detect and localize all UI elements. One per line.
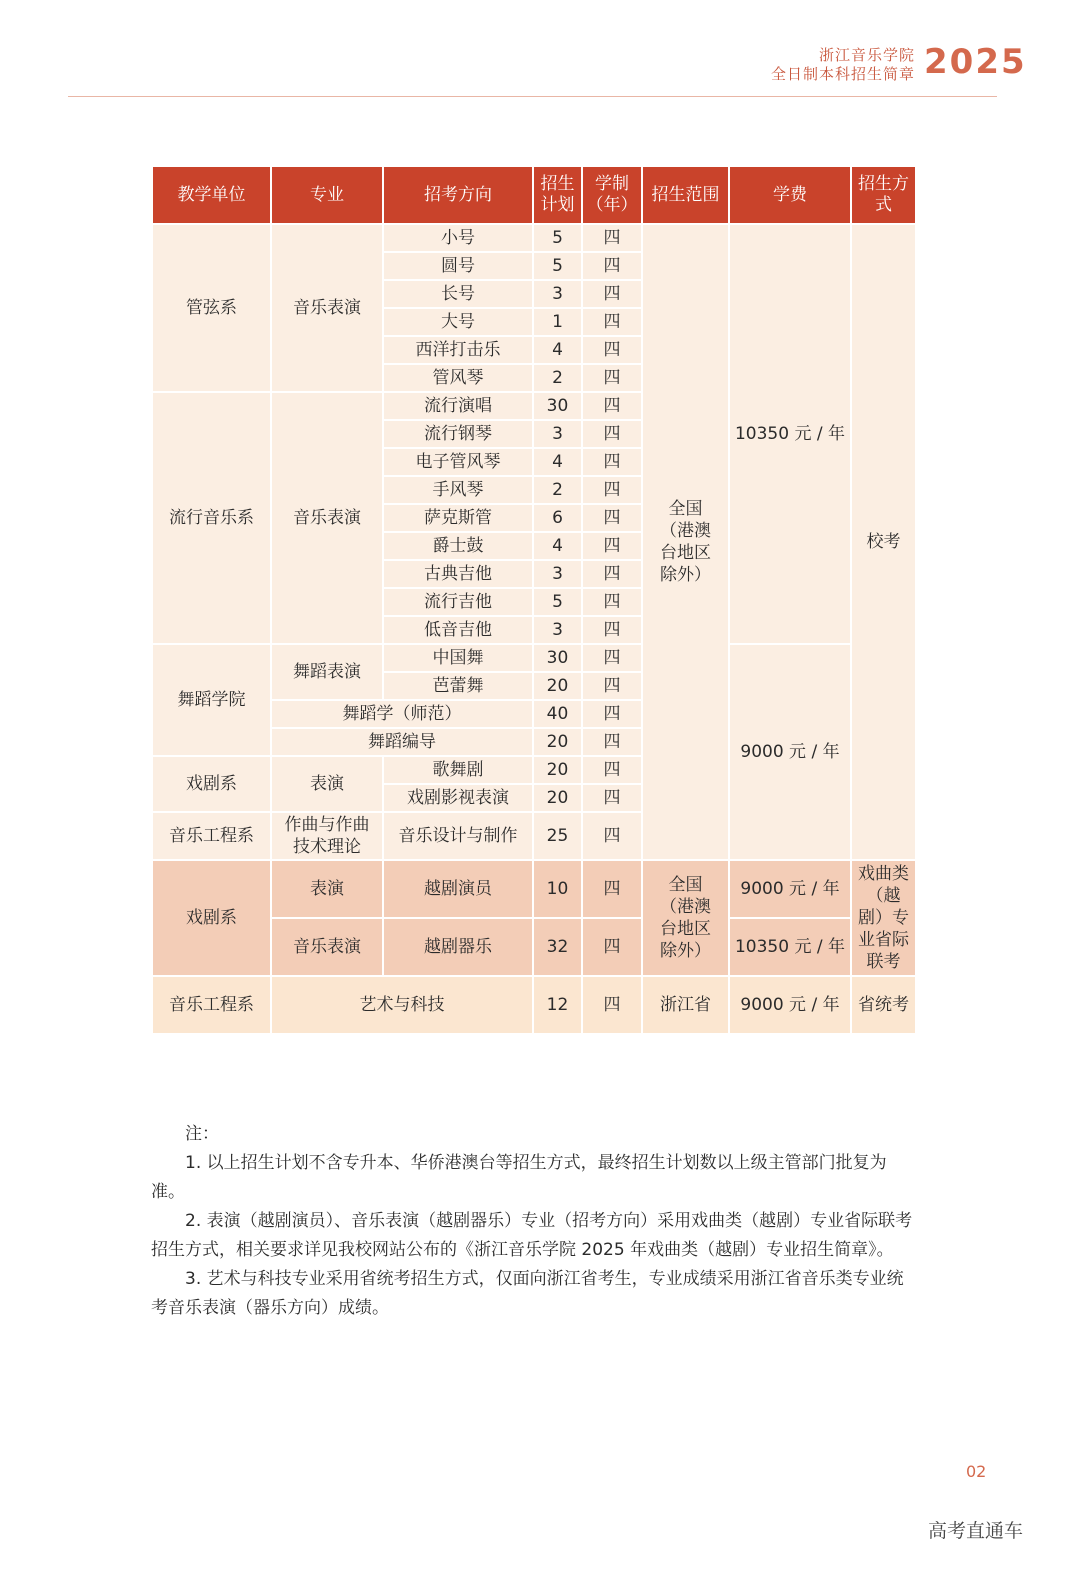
school-name-line2: 全日制本科招生简章	[770, 65, 915, 83]
years-cell: 四	[582, 392, 642, 420]
unit-cell: 舞蹈学院	[152, 644, 271, 756]
direction-cell: 长号	[383, 280, 533, 308]
plan-cell: 4	[533, 336, 582, 364]
note-item: 1. 以上招生计划不含专升本、华侨港澳台等招生方式，最终招生计划数以上级主管部门批复为准。	[151, 1153, 887, 1202]
school-name	[771, 46, 915, 84]
years-cell: 四	[582, 420, 642, 448]
scope-text: 全国（港澳台地区除外）	[660, 875, 711, 961]
direction-cell: 歌舞剧	[383, 756, 533, 784]
method-cell	[851, 860, 916, 976]
plan-cell: 5	[533, 252, 582, 280]
years-cell: 四	[582, 976, 642, 1034]
years-cell: 四	[582, 504, 642, 532]
plan-cell: 30	[533, 392, 582, 420]
direction-cell: 萨克斯管	[383, 504, 533, 532]
school-name-line1: 浙江音乐学院	[818, 46, 915, 64]
years-cell: 四	[582, 476, 642, 504]
table-header-row	[152, 166, 916, 224]
method-text: 戏曲类（越剧）专业省际联考	[858, 864, 909, 972]
years-cell: 四	[582, 812, 642, 860]
years-cell: 四	[582, 308, 642, 336]
major-cell: 舞蹈编导	[271, 728, 533, 756]
plan-cell: 6	[533, 504, 582, 532]
header-method: 招生方式	[851, 166, 916, 224]
direction-cell: 电子管风琴	[383, 448, 533, 476]
years-cell: 四	[582, 616, 642, 644]
table-row	[152, 644, 916, 672]
plan-cell: 10	[533, 860, 582, 918]
years-cell: 四	[582, 918, 642, 976]
header-year: 2025	[924, 42, 1027, 82]
header-fee: 学费	[729, 166, 851, 224]
notes-title: 注：	[185, 1124, 219, 1144]
direction-cell: 圆号	[383, 252, 533, 280]
unit-cell: 管弦系	[152, 224, 271, 392]
table-row	[152, 224, 916, 252]
direction-cell: 越剧器乐	[383, 918, 533, 976]
plan-cell: 30	[533, 644, 582, 672]
unit-cell: 音乐工程系	[152, 812, 271, 860]
years-cell: 四	[582, 448, 642, 476]
plan-cell: 4	[533, 448, 582, 476]
direction-cell: 手风琴	[383, 476, 533, 504]
fee-cell: 9000 元 / 年	[729, 644, 851, 860]
years-cell: 四	[582, 224, 642, 252]
direction-cell: 大号	[383, 308, 533, 336]
header-major: 专业	[271, 166, 383, 224]
years-cell: 四	[582, 728, 642, 756]
header-years: 学制（年）	[582, 166, 642, 224]
header-scope: 招生范围	[642, 166, 729, 224]
fee-cell: 10350 元 / 年	[729, 918, 851, 976]
direction-cell: 流行演唱	[383, 392, 533, 420]
years-cell: 四	[582, 252, 642, 280]
direction-cell: 音乐设计与制作	[383, 812, 533, 860]
direction-cell: 低音吉他	[383, 616, 533, 644]
scope-cell	[642, 224, 729, 860]
years-cell: 四	[582, 280, 642, 308]
plan-cell: 3	[533, 280, 582, 308]
years-cell: 四	[582, 588, 642, 616]
years-cell: 四	[582, 364, 642, 392]
major-cell	[271, 812, 383, 860]
fee-cell: 9000 元 / 年	[729, 976, 851, 1034]
years-cell: 四	[582, 532, 642, 560]
direction-cell: 古典吉他	[383, 560, 533, 588]
unit-cell: 音乐工程系	[152, 976, 271, 1034]
page-number: 02	[966, 1462, 987, 1481]
plan-cell: 4	[533, 532, 582, 560]
header-plan: 招生计划	[533, 166, 582, 224]
major-cell: 音乐表演	[271, 918, 383, 976]
table-row	[152, 976, 916, 1034]
major-cell: 艺术与科技	[271, 976, 533, 1034]
plan-cell: 3	[533, 420, 582, 448]
plan-cell: 5	[533, 224, 582, 252]
direction-cell: 流行吉他	[383, 588, 533, 616]
direction-cell: 芭蕾舞	[383, 672, 533, 700]
major-cell: 音乐表演	[271, 224, 383, 392]
years-cell: 四	[582, 860, 642, 918]
note-item: 3. 艺术与科技专业采用省统考招生方式，仅面向浙江省考生，专业成绩采用浙江省音乐类专业统考音乐表演（器乐方向）成绩。	[151, 1269, 904, 1318]
major-text: 作曲与作曲技术理论	[284, 815, 370, 857]
fee-cell: 10350 元 / 年	[729, 224, 851, 644]
unit-cell: 流行音乐系	[152, 392, 271, 644]
direction-cell: 中国舞	[383, 644, 533, 672]
scope-text: 全国（港澳台地区除外）	[660, 499, 711, 585]
major-cell: 舞蹈学（师范）	[271, 700, 533, 728]
years-cell: 四	[582, 644, 642, 672]
header-direction: 招考方向	[383, 166, 533, 224]
header-divider	[68, 96, 997, 97]
years-cell: 四	[582, 672, 642, 700]
method-cell: 省统考	[851, 976, 916, 1034]
note-item: 2. 表演（越剧演员）、音乐表演（越剧器乐）专业（招考方向）采用戏曲类（越剧）专业省际联考招生方式，相关要求详见我校网站公布的《浙江音乐学院 2025 年戏曲类（越剧）专业招生简章》。	[151, 1211, 913, 1260]
plan-cell: 20	[533, 784, 582, 812]
plan-cell: 3	[533, 616, 582, 644]
plan-cell: 25	[533, 812, 582, 860]
enrollment-table	[151, 165, 917, 1035]
header-unit: 教学单位	[152, 166, 271, 224]
unit-cell: 戏剧系	[152, 860, 271, 976]
scope-cell	[642, 860, 729, 976]
direction-cell: 管风琴	[383, 364, 533, 392]
table-row	[152, 860, 916, 918]
plan-cell: 2	[533, 364, 582, 392]
direction-cell: 流行钢琴	[383, 420, 533, 448]
plan-cell: 12	[533, 976, 582, 1034]
fee-cell: 9000 元 / 年	[729, 860, 851, 918]
years-cell: 四	[582, 560, 642, 588]
direction-cell: 爵士鼓	[383, 532, 533, 560]
plan-cell: 20	[533, 672, 582, 700]
plan-cell: 20	[533, 728, 582, 756]
years-cell: 四	[582, 756, 642, 784]
direction-cell: 小号	[383, 224, 533, 252]
major-cell: 音乐表演	[271, 392, 383, 644]
scope-cell: 浙江省	[642, 976, 729, 1034]
plan-cell: 20	[533, 756, 582, 784]
plan-cell: 5	[533, 588, 582, 616]
plan-cell: 3	[533, 560, 582, 588]
years-cell: 四	[582, 784, 642, 812]
direction-cell: 戏剧影视表演	[383, 784, 533, 812]
plan-cell: 40	[533, 700, 582, 728]
method-cell: 校考	[851, 224, 916, 860]
years-cell: 四	[582, 700, 642, 728]
major-cell: 舞蹈表演	[271, 644, 383, 700]
unit-cell: 戏剧系	[152, 756, 271, 812]
direction-cell: 西洋打击乐	[383, 336, 533, 364]
watermark: 高考直通车	[928, 1520, 1024, 1542]
plan-cell: 2	[533, 476, 582, 504]
plan-cell: 32	[533, 918, 582, 976]
direction-cell: 越剧演员	[383, 860, 533, 918]
plan-cell: 1	[533, 308, 582, 336]
notes	[151, 1120, 915, 1323]
major-cell: 表演	[271, 860, 383, 918]
major-cell: 表演	[271, 756, 383, 812]
years-cell: 四	[582, 336, 642, 364]
